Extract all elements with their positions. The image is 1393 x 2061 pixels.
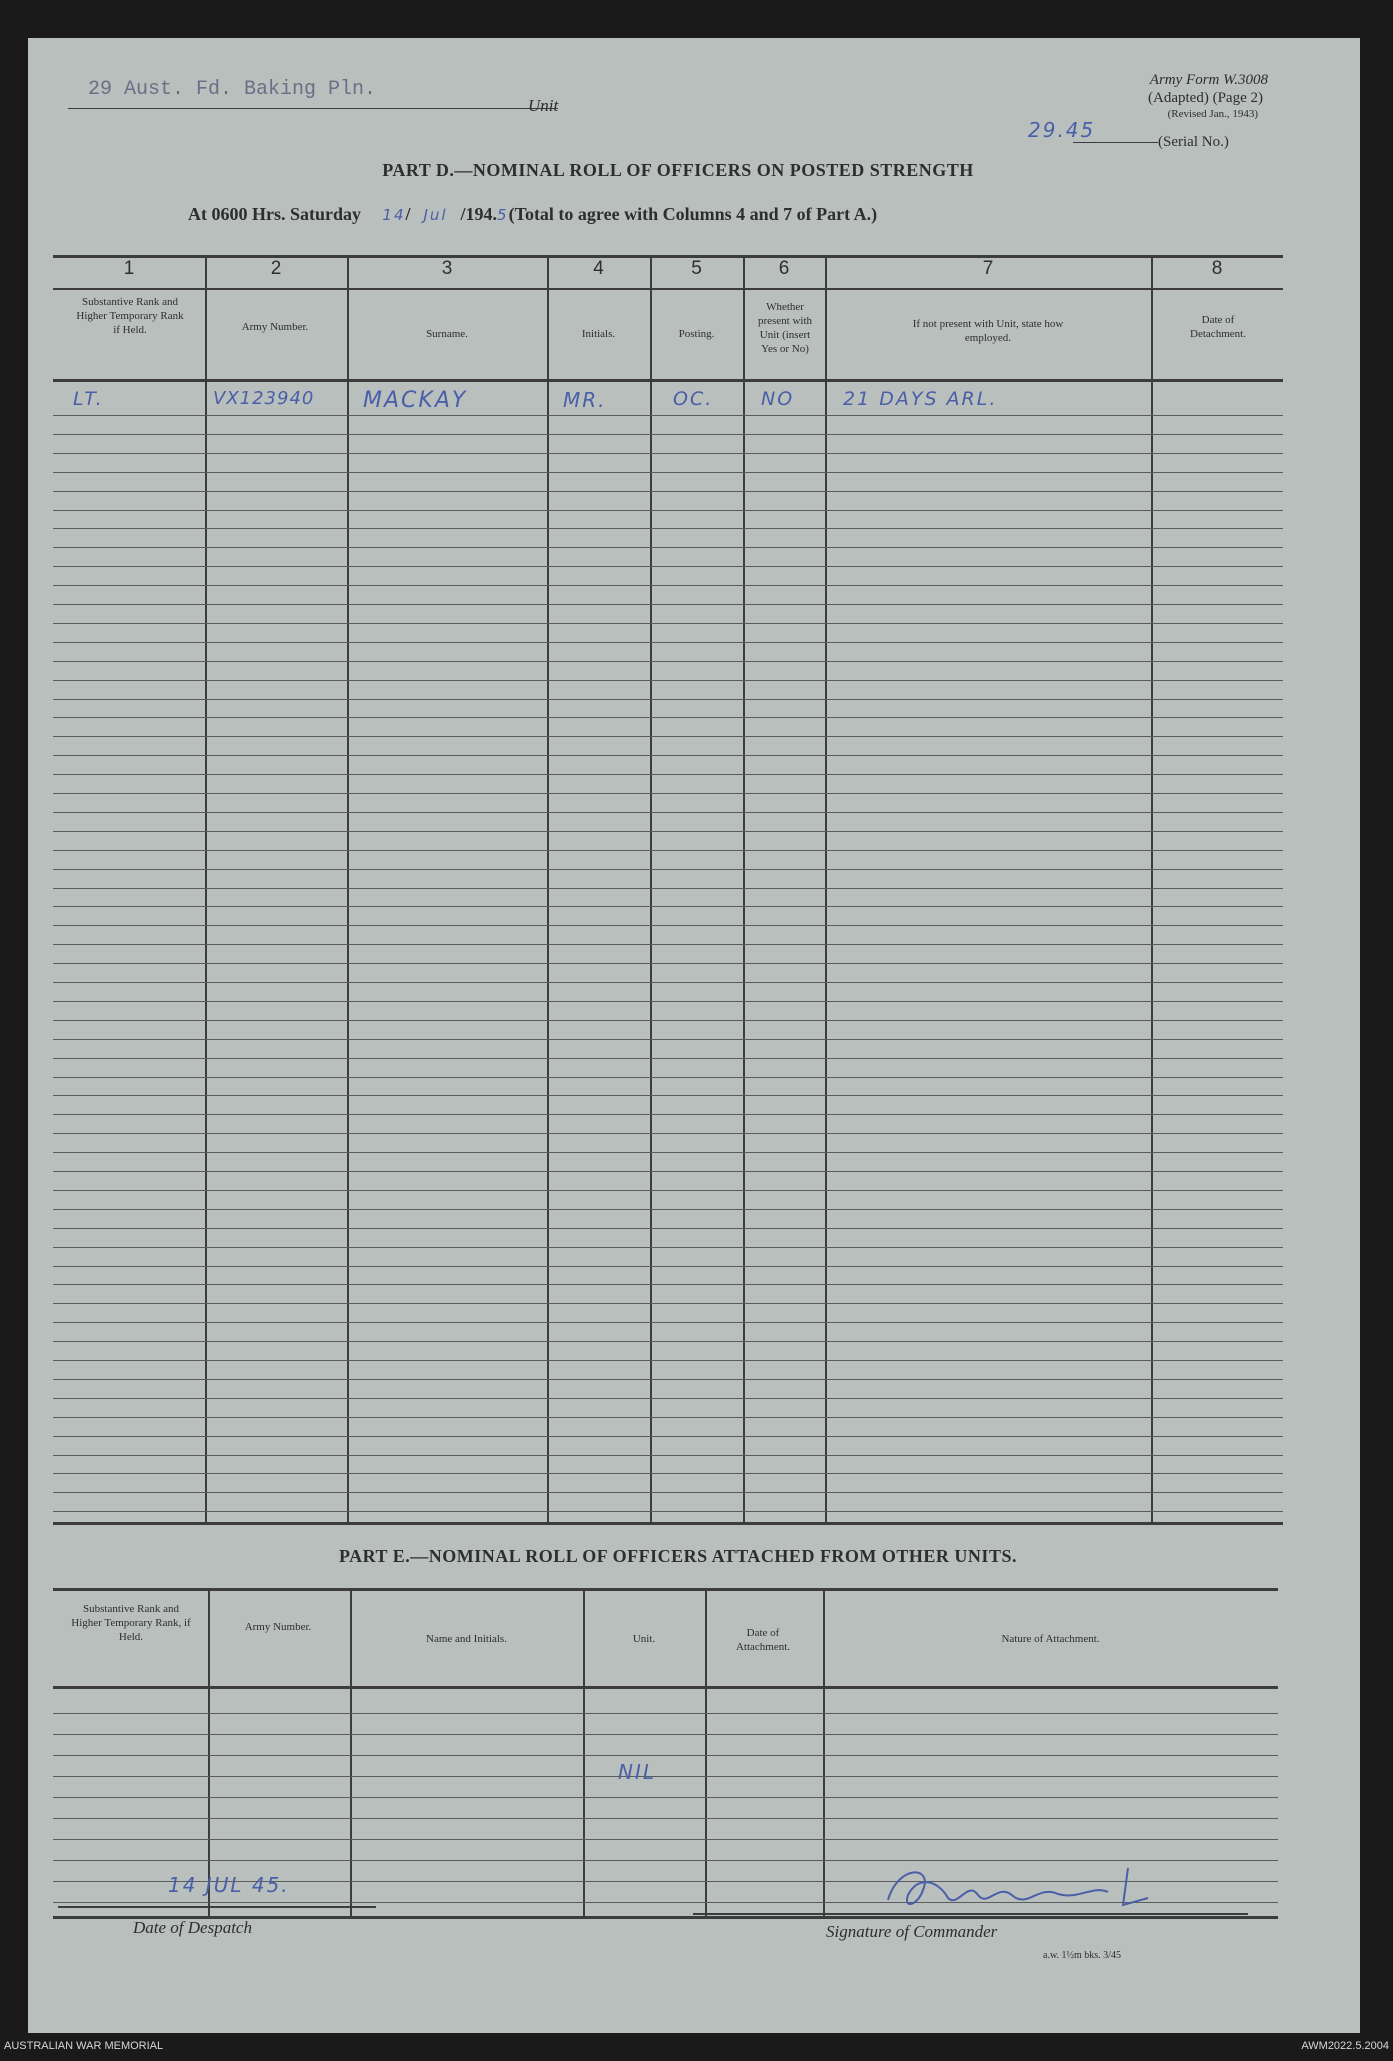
ruled-row-line — [53, 510, 1283, 511]
date-prefix: At 0600 Hrs. Saturday — [188, 204, 362, 224]
ruled-row-line — [53, 1511, 1283, 1512]
form-revised: (Revised Jan., 1943) — [1167, 108, 1258, 120]
ruled-row-line — [53, 1266, 1283, 1267]
ruled-row-line — [53, 925, 1283, 926]
date-suffix: (Total to agree with Columns 4 and 7 of Part A.) — [508, 204, 878, 224]
ruled-row-line — [53, 888, 1283, 889]
ruled-row-line — [53, 472, 1283, 473]
col-6-label: Whether present with Unit (insert Yes or No) — [757, 301, 813, 355]
ruled-row-line — [53, 1734, 1278, 1735]
date-year-prefix: /194. — [460, 204, 498, 224]
e-col-sep-4 — [705, 1588, 707, 1916]
serial-underline — [1073, 142, 1158, 143]
part-d-title: PART D.—NOMINAL ROLL OF OFFICERS ON POSTED STRENGTH — [382, 160, 974, 180]
unit-value: 29 Aust. Fd. Baking Pln. — [88, 78, 377, 101]
ruled-row-line — [53, 1077, 1283, 1078]
col-5-label: Posting. — [678, 328, 715, 340]
ruled-row-line — [53, 1776, 1278, 1777]
col-sep-5 — [743, 255, 745, 1522]
e-col-sep-1 — [208, 1588, 210, 1916]
ruled-row-line — [53, 1436, 1283, 1437]
ruled-row-line — [53, 812, 1283, 813]
ruled-row-line — [53, 1095, 1283, 1096]
col-sep-1 — [205, 255, 207, 1522]
ruled-row-line — [53, 1379, 1283, 1380]
ruled-row-line — [53, 963, 1283, 964]
row1-posting: OC. — [673, 388, 714, 410]
col-5-number: 5 — [691, 258, 702, 279]
ruled-row-line — [53, 1360, 1283, 1361]
signature-label: Signature of Commander — [826, 1922, 998, 1941]
col-sep-2 — [347, 255, 349, 1522]
ruled-row-line — [53, 1455, 1283, 1456]
e-col-1-label: Substantive Rank and Higher Temporary Rank, if Held. — [71, 1603, 191, 1643]
col-2-label: Army Number. — [241, 321, 309, 333]
ruled-row-line — [53, 793, 1283, 794]
signature-underline — [693, 1913, 1248, 1915]
col-7-label: If not present with Unit, state how employed. — [912, 318, 1064, 344]
ruled-row-line — [53, 1713, 1278, 1714]
ruled-row-line — [53, 699, 1283, 700]
col-6-number: 6 — [778, 258, 790, 279]
ruled-row-line — [53, 906, 1283, 907]
ruled-row-line — [53, 1001, 1283, 1002]
ruled-row-line — [53, 1247, 1283, 1248]
ruled-row-line — [53, 415, 1283, 416]
ruled-row-line — [53, 434, 1283, 435]
date-day: 14 — [382, 206, 406, 224]
despatch-date-handwritten: 14 JUL 45. — [168, 1873, 290, 1897]
print-note: a.w. 1½m bks. 3/45 — [1043, 1950, 1121, 1961]
e-col-5-label: Date of Attachment. — [735, 1627, 791, 1653]
ruled-row-line — [53, 1839, 1278, 1840]
ruled-row-line — [53, 1818, 1278, 1819]
e-nil-entry: NIL — [618, 1760, 657, 1784]
ruled-row-line — [53, 982, 1283, 983]
ruled-row-line — [53, 1322, 1283, 1323]
col-sep-3 — [547, 255, 549, 1522]
ruled-row-line — [53, 1284, 1283, 1285]
col-sep-7 — [1151, 255, 1153, 1522]
ruled-row-line — [53, 547, 1283, 548]
ruled-row-line — [53, 944, 1283, 945]
col-sep-4 — [650, 255, 652, 1522]
commander-signature — [878, 1860, 1188, 1920]
number-row-border — [53, 288, 1283, 290]
row1-surname: MACKAY — [363, 388, 468, 413]
ruled-row-line — [53, 1039, 1283, 1040]
ruled-row-line — [53, 869, 1283, 870]
e-top-border — [53, 1588, 1278, 1591]
ruled-row-line — [53, 680, 1283, 681]
part-e-title: PART E.—NOMINAL ROLL OF OFFICERS ATTACHED FROM OTHER UNITS. — [339, 1546, 1017, 1566]
col-4-label: Initials. — [581, 328, 616, 340]
unit-underline — [68, 108, 558, 109]
col-3-label: Surname. — [426, 328, 468, 340]
ruled-row-line — [53, 717, 1283, 718]
col-1-label: Substantive Rank and Higher Temporary Rank if Held. — [76, 296, 184, 336]
col-8-number: 8 — [1211, 258, 1223, 279]
e-col-2-label: Army Number. — [244, 1621, 312, 1633]
ruled-row-line — [53, 585, 1283, 586]
ruled-row-line — [53, 850, 1283, 851]
ruled-row-line — [53, 736, 1283, 737]
col-8-label: Date of Detachment. — [1190, 314, 1246, 340]
ruled-row-line — [53, 604, 1283, 605]
unit-label: Unit — [528, 96, 559, 115]
row1-army-number: VX123940 — [213, 388, 315, 409]
e-col-6-label: Nature of Attachment. — [1001, 1633, 1100, 1645]
ruled-row-line — [53, 661, 1283, 662]
despatch-underline — [58, 1906, 376, 1908]
ruled-row-line — [53, 453, 1283, 454]
ruled-row-line — [53, 1797, 1278, 1798]
e-col-4-label: Unit. — [632, 1633, 656, 1645]
ruled-row-line — [53, 1417, 1283, 1418]
e-header-bottom-border — [53, 1686, 1278, 1689]
ruled-row-line — [53, 1020, 1283, 1021]
caption-left: AUSTRALIAN WAR MEMORIAL — [4, 2040, 164, 2052]
date-month: Jul — [423, 206, 448, 224]
row1-present: NO — [761, 388, 795, 410]
form-adapted: (Adapted) (Page 2) — [1148, 90, 1263, 106]
ruled-row-line — [53, 623, 1283, 624]
ruled-row-line — [53, 1303, 1283, 1304]
ruled-row-line — [53, 1492, 1283, 1493]
col-4-number: 4 — [593, 258, 604, 279]
ruled-row-line — [53, 755, 1283, 756]
date-year: 5 — [497, 206, 509, 224]
date-line: At 0600 Hrs. Saturday 14/ Jul /194.5(Total to agree with Columns 4 and 7 of Part A.) — [188, 204, 878, 224]
ruled-row-line — [53, 1473, 1283, 1474]
serial-label: (Serial No.) — [1158, 134, 1229, 150]
ruled-row-line — [53, 1755, 1278, 1756]
e-col-3-label: Name and Initials. — [426, 1633, 507, 1645]
ruled-row-line — [53, 1228, 1283, 1229]
ruled-row-line — [53, 1133, 1283, 1134]
ruled-row-line — [53, 1152, 1283, 1153]
ruled-row-line — [53, 566, 1283, 567]
row1-initials: MR. — [563, 388, 607, 412]
ruled-row-line — [53, 774, 1283, 775]
ruled-row-line — [53, 1341, 1283, 1342]
row1-employed: 21 DAYS ARL. — [843, 388, 998, 410]
ruled-row-line — [53, 528, 1283, 529]
col-1-number: 1 — [123, 258, 135, 279]
form-sheet — [28, 38, 1360, 2033]
part-d-table — [53, 255, 1283, 1545]
serial-handwritten: 29.45 — [1028, 118, 1096, 142]
ruled-row-line — [53, 1190, 1283, 1191]
ruled-row-line — [53, 1171, 1283, 1172]
col-sep-6 — [825, 255, 827, 1522]
ruled-row-line — [53, 642, 1283, 643]
col-3-number: 3 — [441, 258, 453, 279]
form-number: Army Form W.3008 — [1149, 72, 1268, 88]
ruled-row-line — [53, 1209, 1283, 1210]
ruled-row-line — [53, 1058, 1283, 1059]
ruled-row-line — [53, 1114, 1283, 1115]
row1-rank: LT. — [73, 388, 104, 410]
ruled-row-line — [53, 1398, 1283, 1399]
col-2-number: 2 — [270, 258, 282, 279]
caption-right: AWM2022.5.2004 — [1301, 2040, 1389, 2052]
despatch-label: Date of Despatch — [133, 1918, 252, 1937]
ruled-row-line — [53, 831, 1283, 832]
header-bottom-border — [53, 379, 1283, 382]
ruled-row-line — [53, 491, 1283, 492]
table-bottom-border — [53, 1522, 1283, 1525]
signature-stroke — [888, 1868, 1148, 1905]
col-7-number: 7 — [982, 258, 994, 279]
